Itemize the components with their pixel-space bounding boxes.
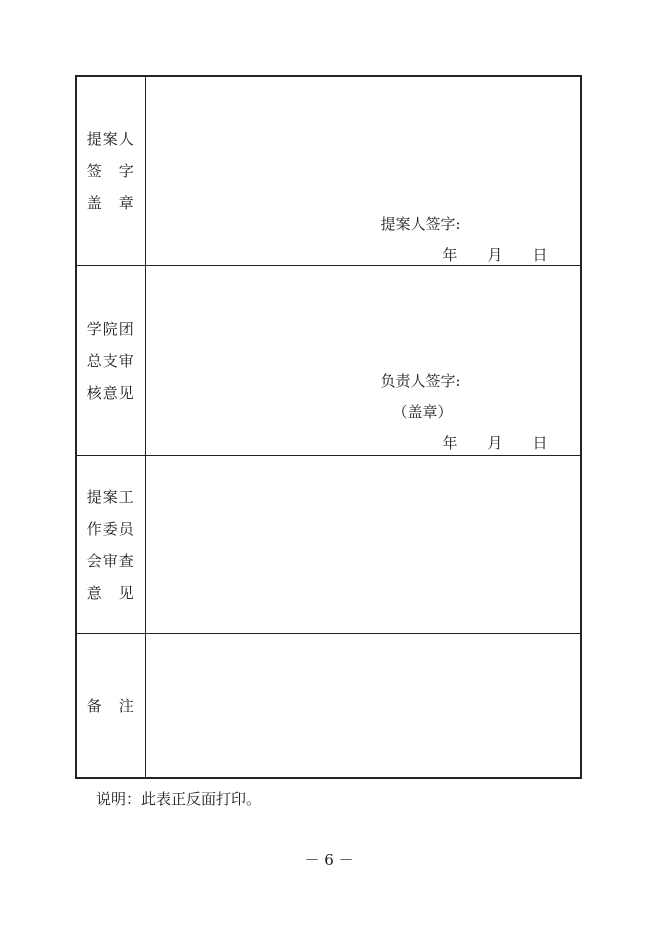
row-label-line: 提案人 [86,130,135,148]
row-label-line: 备 注 [86,696,135,715]
row-label-cell [76,76,145,266]
page-number: － 6 － [304,851,354,869]
row-label-line: 总支审 [86,351,135,370]
proposal-form-table [75,75,582,779]
row-label-line: 意 见 [86,583,135,602]
remarks-area[interactable] [145,634,581,779]
proposer-signature-area[interactable] [145,76,581,266]
row-label-line: 提案工 [86,487,135,506]
row-label-line: 作委员 [86,519,135,538]
row-label-line: 会审查 [86,551,135,570]
row-label-line: 盖 章 [86,194,135,212]
review-date-line: 年 月 日 [442,434,548,452]
row-label-cell [76,456,145,634]
remarks-row [76,634,581,779]
seal-label: （盖章） [392,403,453,421]
row-label-line: 核意见 [86,383,135,402]
proposer-signature-row [76,76,581,266]
college-review-area[interactable] [145,266,581,456]
row-label-cell [76,634,145,779]
proposer-signature-label: 提案人签字: [380,215,461,233]
proposer-date-line: 年 月 日 [442,246,548,264]
leader-signature-label: 负责人签字: [380,372,461,390]
college-review-row [76,266,581,456]
row-label-line: 签 字 [86,162,135,180]
committee-review-row [76,456,581,634]
row-label-cell [76,266,145,456]
committee-review-area[interactable] [145,456,581,634]
row-label-line: 学院团 [86,319,135,338]
form-note: 说明：此表正反面打印。 [96,790,262,808]
